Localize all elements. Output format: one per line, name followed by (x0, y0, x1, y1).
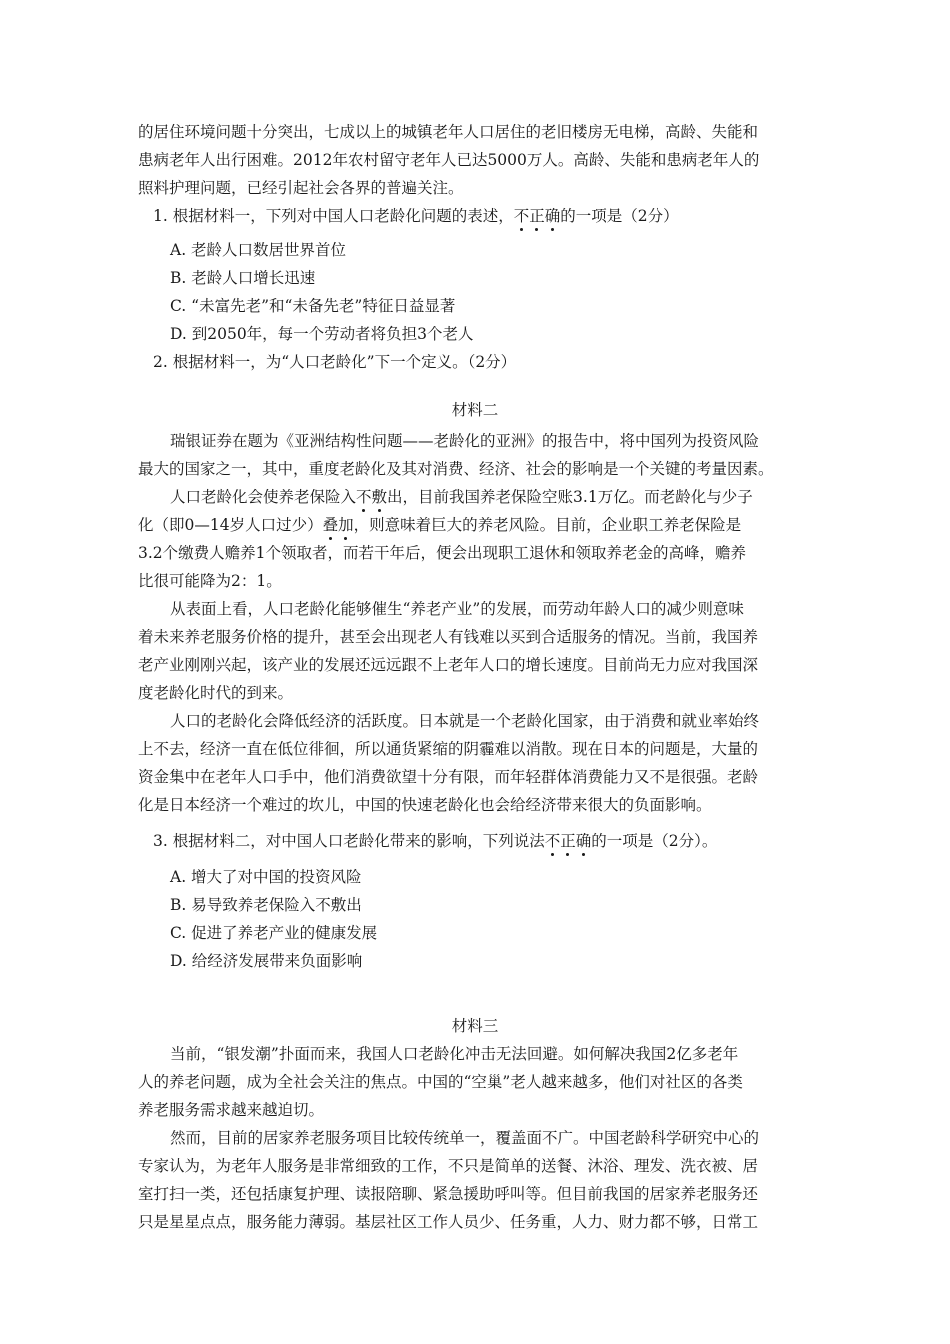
intro-line-2: 患病老年人出行困难。2012年农村留守老年人已达5000万人。高龄、失能和患病老年人的 (138, 151, 760, 169)
material-2-paragraph-line: 度老龄化时代的到来。 (138, 684, 294, 702)
question-3-option-a: A. 增大了对中国的投资风险 (170, 868, 362, 886)
text-run: ，则意味着巨大的养老风险。目前，企业职工养老保险是 (353, 516, 742, 534)
material-2-paragraph-line: 着未来养老服务价格的提升，甚至会出现老人有钱难以买到合适服务的情况。当前，我国养 (138, 628, 759, 646)
material-2-heading: 材料二 (451, 401, 499, 419)
question-1-text: 1. 根据材料一，下列对中国人口老龄化问题的表述， (153, 207, 514, 225)
material-3-heading: 材料三 (451, 1017, 499, 1035)
question-2: 2. 根据材料一，为“人口老龄化”下一个定义。（2分） (153, 353, 517, 371)
question-3-option-d: D. 给经济发展带来负面影响 (170, 952, 363, 970)
emphasis-char: 正 (529, 207, 545, 225)
emphasis-char: 确 (575, 832, 592, 850)
material-2-paragraph-line: 老产业刚刚兴起，该产业的发展还远远跟不上老年人口的增长速度。目前尚无力应对我国深 (138, 656, 759, 674)
emphasis-char: 不 (356, 488, 372, 506)
material-2-paragraph-line: 比很可能降为2：1。 (138, 572, 282, 590)
intro-line-3: 照料护理问题，已经引起社会各界的普遍关注。 (138, 179, 464, 197)
question-3-score: 的一项是（2分）。 (591, 832, 718, 850)
emphasis-char: 不 (544, 832, 561, 850)
question-1-option-c: C. “未富先老”和“未备先老”特征日益显著 (170, 297, 456, 315)
material-3-paragraph-line: 专家认为，为老年人服务是非常细致的工作，不只是简单的送餐、沐浴、理发、洗衣被、居 (138, 1157, 759, 1175)
material-3-paragraph-line: 养老服务需求越来越迫切。 (138, 1101, 325, 1119)
material-3-paragraph-line: 只是星星点点，服务能力薄弱。基层社区工作人员少、任务重，人力、财力都不够，日常工 (138, 1213, 759, 1231)
material-2-paragraph-line (170, 487, 753, 507)
emphasis-char: 敷 (371, 488, 388, 506)
material-2-paragraph-line: 瑞银证券在题为《亚洲结构性问题——老龄化的亚洲》的报告中，将中国列为投资风险 (170, 432, 760, 450)
text-run: 化（即0—14岁人口过少） (138, 516, 323, 534)
question-1-option-a: A. 老龄人口数居世界首位 (170, 241, 347, 259)
material-2-paragraph-line (138, 515, 741, 535)
emphasis-char: 不 (513, 207, 530, 225)
material-2-paragraph-line: 化是日本经济一个难过的坎儿，中国的快速老龄化也会给经济带来很大的负面影响。 (138, 796, 712, 814)
material-2-paragraph-line: 3.2个缴费人赡养1个领取者，而若干年后，便会出现职工退休和领取养老金的高峰，赡养 (138, 544, 747, 562)
question-3-option-c: C. 促进了养老产业的健康发展 (170, 924, 378, 942)
question-3-text: 3. 根据材料二，对中国人口老龄化带来的影响，下列说法 (153, 832, 545, 850)
material-3-paragraph-line: 当前，“银发潮”扑面而来，我国人口老龄化冲击无法回避。如何解决我国2亿多老年 (170, 1045, 739, 1063)
material-2-paragraph-line: 资金集中在老年人口手中，他们消费欲望十分有限，而年轻群体消费能力又不是很强。老龄 (138, 768, 759, 786)
intro-line-1: 的居住环境问题十分突出，七成以上的城镇老年人口居住的老旧楼房无电梯，高龄、失能和 (138, 123, 759, 141)
material-2-paragraph-line: 最大的国家之一，其中，重度老龄化及其对消费、经济、社会的影响是一个关键的考量因素。 (138, 460, 774, 478)
text-run: 人口老龄化会使养老保险入 (170, 488, 357, 506)
question-3-option-b: B. 易导致养老保险入不敷出 (170, 896, 362, 914)
question-1-score: 的一项是（2分） (560, 207, 679, 225)
material-2-paragraph-line: 人口的老龄化会降低经济的活跃度。日本就是一个老龄化国家，由于消费和就业率始终 (170, 712, 760, 730)
question-1-option-b: B. 老龄人口增长迅速 (170, 269, 316, 287)
question-1-option-d: D. 到2050年，每一个劳动者将负担3个老人 (170, 325, 474, 343)
emphasis-char: 确 (544, 207, 561, 225)
material-3-paragraph-line: 然而，目前的居家养老服务项目比较传统单一，覆盖面不广。中国老龄科学研究中心的 (170, 1129, 760, 1147)
emphasis-char: 加 (338, 516, 354, 534)
material-2-paragraph-line: 上不去，经济一直在低位徘徊，所以通货紧缩的阴霾难以消散。现在日本的问题是，大量的 (138, 740, 759, 758)
question-1 (153, 206, 679, 226)
material-3-paragraph-line: 人的养老问题，成为全社会关注的焦点。中国的“空巢”老人越来越多，他们对社区的各类 (138, 1073, 743, 1091)
emphasis-char: 叠 (322, 516, 339, 534)
material-2-paragraph-line: 从表面上看，人口老龄化能够催生“养老产业”的发展，而劳动年龄人口的减少则意味 (170, 600, 744, 618)
material-3-paragraph-line: 室打扫一类，还包括康复护理、读报陪聊、紧急援助呼叫等。但目前我国的居家养老服务还 (138, 1185, 759, 1203)
question-3 (153, 831, 717, 851)
text-run: 出，目前我国养老保险空账3.1万亿。而老龄化与少子 (387, 488, 753, 506)
emphasis-char: 正 (560, 832, 576, 850)
